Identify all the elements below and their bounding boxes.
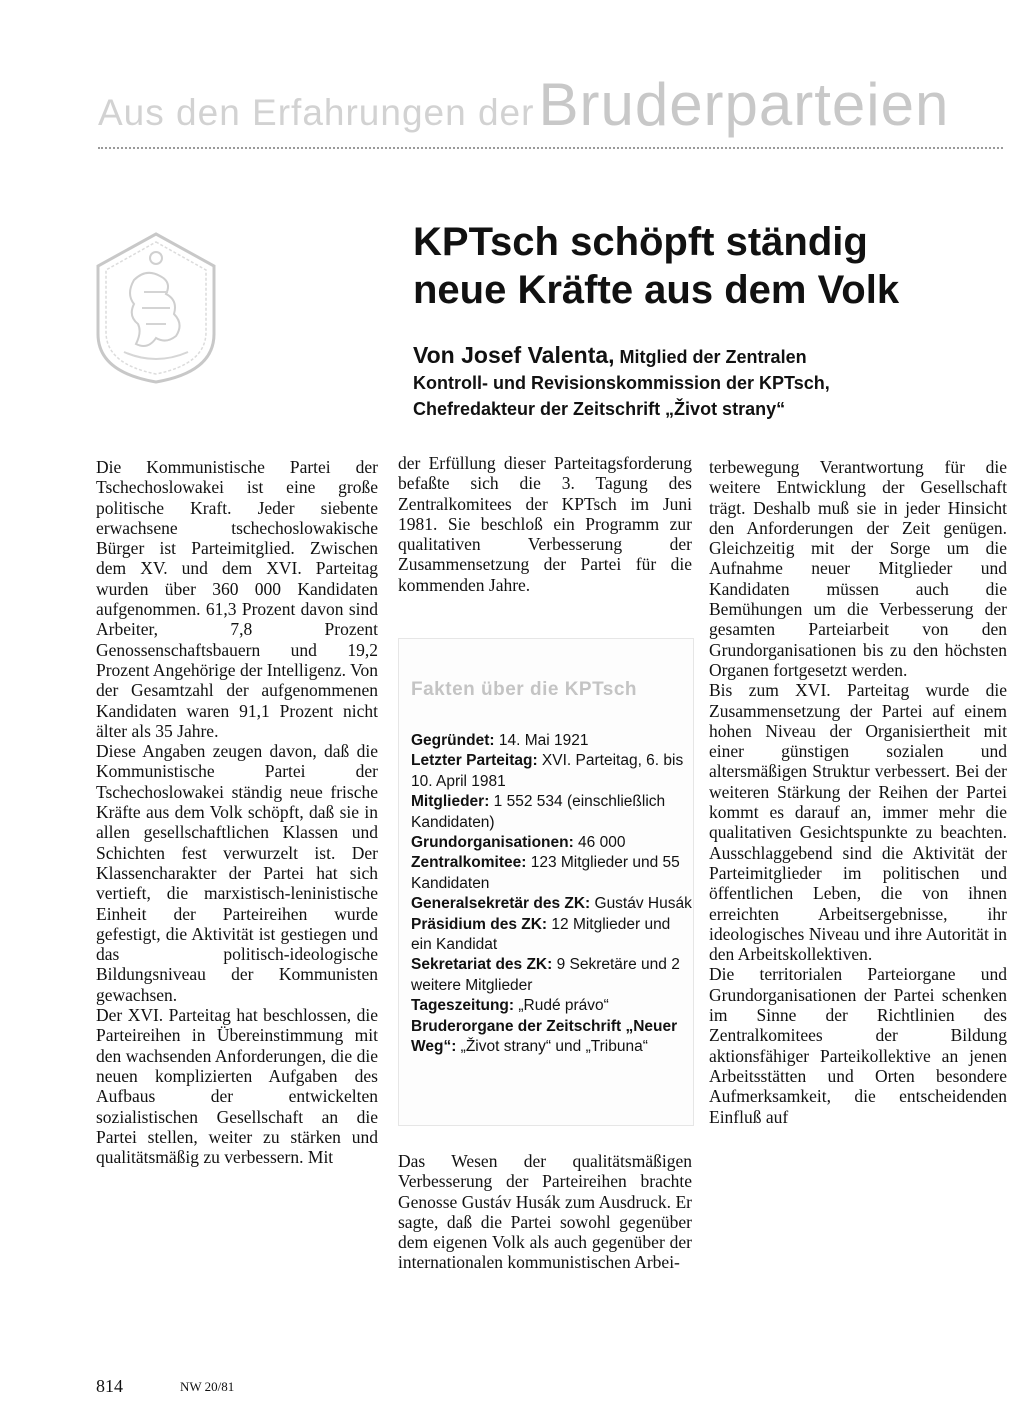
paragraph: Diese Angaben zeugen davon, daß die Kommunistische Partei der Tschechoslowakei ständig neue frische Kräfte aus dem Volk schöpft, daß sie in allen gesellschaftlichen Klassen und Schichten fest verwurzelt ist. Der Klassencharakter der Partei hat sich vertieft, die marxistisch-leninistische Einheit der Parteireihen wurde gefestigt, die Aktivität ist gestiegen und das politisch-ideologische Bildungsniveau der Kommunisten gewachsen. bbox=[96, 741, 378, 1005]
fact-value: 46 000 bbox=[573, 834, 626, 852]
article-byline bbox=[413, 342, 973, 422]
page-number: 814 bbox=[96, 1376, 123, 1396]
facts-box-title: Fakten über die KPTsch bbox=[411, 679, 638, 700]
fact-value: 12 Mitglieder und ein Kandidat bbox=[411, 915, 671, 954]
fact-label: Letzter Parteitag: bbox=[411, 752, 538, 770]
paragraph: Bis zum XVI. Parteitag wurde die Zusammensetzung der Partei auf einem hohen Niveau der Organisiertheit mit einer günstigen sozialen und altersmäßigen Struktur verbessert. Bei der weiteren Stärkung der Reihen der Partei kommt es darauf an, immer mehr die qualitativen Gesichtspunkte zu beachten. Ausschlaggebend sind die Aktivität der Parteimitglieder im politischen und öffentlichen Leben, die von ihnen erreichten Arbeitsergebnisse, ihr ideologisches Niveau und ihre Autorität in den Arbeitskollektiven. bbox=[709, 680, 1007, 965]
fact-value: „Rudé právo“ bbox=[514, 997, 609, 1015]
fact-item bbox=[411, 955, 693, 996]
fact-value: 9 Sekretäre und 2 weitere Mitglieder bbox=[411, 956, 680, 994]
fact-item bbox=[411, 751, 693, 792]
fact-label: Sekretariat des ZK: bbox=[411, 956, 553, 974]
fact-label: Generalsekretär des ZK: bbox=[411, 895, 591, 913]
paragraph: Das Wesen der qualitätsmäßigen Verbesserung der Parteireihen brachte Genosse Gustáv Husák zum Ausdruck. Er sagte, daß die Partei sowohl gegenüber dem eigenen Volk als auch gegenüber der internationalen kommunistischen Arbei- bbox=[398, 1151, 692, 1273]
fact-label: Bruderorgane der Zeitschrift „Neuer Weg“: bbox=[411, 1017, 678, 1056]
fact-label: Präsidium des ZK: bbox=[411, 915, 548, 933]
section-rubric bbox=[98, 70, 1003, 150]
facts-list bbox=[411, 731, 693, 1058]
fact-item bbox=[411, 915, 693, 956]
text-column-2-bottom bbox=[398, 1151, 692, 1273]
fact-value: 123 Mitglieder und 55 Kandidaten bbox=[411, 854, 680, 892]
fact-value: 1 552 534 (einschließlich Kandidaten) bbox=[411, 793, 666, 831]
text-column-3 bbox=[709, 457, 1007, 1127]
byline-role-3: Chefredakteur der Zeitschrift „Život strany“ bbox=[413, 399, 786, 419]
fact-item bbox=[411, 833, 693, 853]
article-headline bbox=[413, 218, 993, 314]
paragraph: Die territorialen Parteiorgane und Grundorganisationen der Partei schenken im Sinne der Richtlinien des Zentralkomitees der Bildung aktionsfähiger Parteikollektive an jenen Arbeitsstätten und Orten besondere Aufmerksamkeit, die entscheidenden Einfluß auf bbox=[709, 964, 1007, 1127]
fact-item bbox=[411, 792, 693, 833]
paragraph: terbewegung Verantwortung für die weitere Entwicklung der Gesellschaft trägt. Deshalb muß sie in jeder Hinsicht den Anforderungen der Zeit genügen. Gleichzeitig mit der Sorge um die Aufnahme neuer Mitglieder und Kandidaten müssen auch die Bemühungen um die Verbesserung der gesamten Parteiarbeit von den Grundorganisationen bis zu den höchsten Organen fortgesetzt werden. bbox=[709, 457, 1007, 680]
byline-role-1: Mitglied der Zentralen bbox=[619, 347, 807, 367]
rubric-small-text: Aus den Erfahrungen der bbox=[98, 92, 535, 133]
issue-label: NW 20/81 bbox=[180, 1379, 235, 1394]
text-column-1 bbox=[96, 457, 378, 1167]
text-column-2-top bbox=[398, 453, 692, 595]
fact-label: Grundorganisationen: bbox=[411, 834, 574, 852]
fact-item bbox=[411, 853, 693, 894]
fact-value: „Život strany“ und „Tribuna“ bbox=[456, 1038, 648, 1056]
paragraph: Die Kommunistische Partei der Tschechoslowakei ist eine große politische Kraft. Jeder siebente erwachsene tschechoslowakische Bürger ist Parteimitglied. Zwischen dem XV. und dem XVI. Parteitag wurden über 360 000 Kandidaten aufgenommen. 61,3 Prozent davon sind Arbeiter, 7,8 Prozent Genossenschaftsbauern und 19,2 Prozent Angehörige der Intelligenz. Von der Gesamtzahl der aufgenommenen Kandidaten waren 91,1 Prozent nicht älter als 35 Jahre. bbox=[96, 457, 378, 741]
fact-item bbox=[411, 731, 693, 751]
rubric-divider bbox=[98, 147, 1003, 152]
byline-author: Von Josef Valenta, bbox=[413, 342, 615, 368]
fact-label: Zentralkomitee: bbox=[411, 854, 527, 872]
fact-label: Tageszeitung: bbox=[411, 997, 515, 1015]
fact-label: Gegründet: bbox=[411, 732, 495, 749]
byline-role-2: Kontroll- und Revisionskommission der KPTsch, bbox=[413, 373, 830, 393]
headline-line-2: neue Kräfte aus dem Volk bbox=[413, 268, 900, 312]
paragraph: Der XVI. Parteitag hat beschlossen, die Parteireihen in Übereinstimmung mit den wachsenden Anforderungen, die die neuen komplizierten Aufgaben des Aufbaus der entwickelten sozialistischen Gesellschaft an die Partei stellen, weiter zu stärken und qualitätsmäßig zu verbessern. Mit bbox=[96, 1005, 378, 1168]
fact-value: 14. Mai 1921 bbox=[494, 732, 589, 749]
rubric-big-text: Bruderparteien bbox=[538, 71, 950, 138]
facts-box bbox=[398, 638, 694, 1126]
headline-line-1: KPTsch schöpft ständig bbox=[413, 220, 868, 264]
czechoslovak-coat-of-arms-icon bbox=[94, 232, 218, 384]
fact-label: Mitglieder: bbox=[411, 793, 490, 811]
fact-item bbox=[411, 894, 693, 914]
fact-item bbox=[411, 996, 693, 1016]
fact-value: Gustáv Husák bbox=[590, 895, 692, 913]
paragraph: der Erfüllung dieser Parteitagsforderung befaßte sich die 3. Tagung des Zentralkomitees der KPTsch im Juni 1981. Sie beschloß ein Programm zur qualitativen Verbesserung der Zusammensetzung der Partei für die kommenden Jahre. bbox=[398, 453, 692, 595]
fact-item bbox=[411, 1017, 693, 1058]
fact-value: XVI. Parteitag, 6. bis 10. April 1981 bbox=[411, 752, 684, 790]
